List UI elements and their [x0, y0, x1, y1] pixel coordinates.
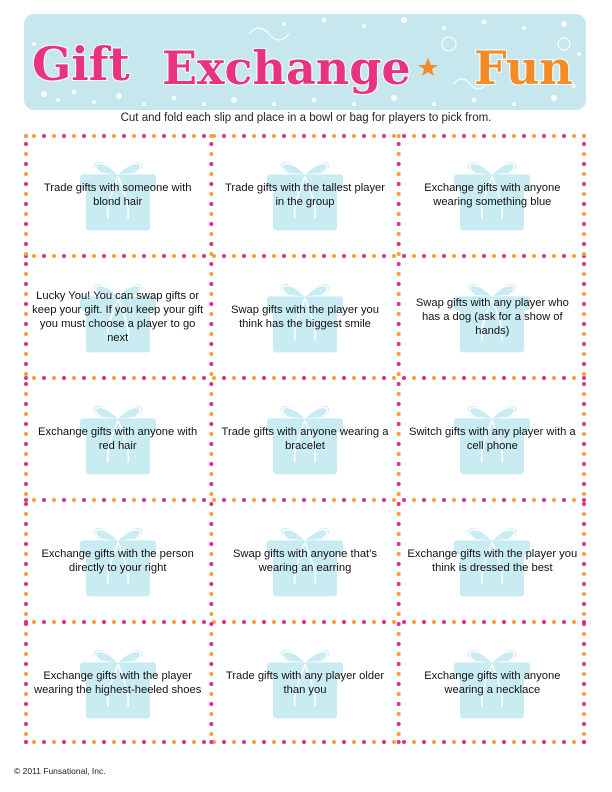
slip-text: Trade gifts with the tallest player in the group — [224, 182, 385, 208]
slip-text: Trade gifts with someone with blond hair — [43, 182, 192, 208]
slip-text: Swap gifts with any player who has a dog (ask for a show of hands) — [415, 297, 569, 337]
star-icon — [418, 58, 438, 76]
slip — [24, 500, 211, 622]
slip-text: Exchange gifts with anyone wearing a necklace — [424, 670, 561, 696]
page-title — [24, 14, 586, 110]
copyright: © 2011 Funsational, Inc. — [14, 766, 106, 776]
title-banner — [24, 14, 586, 110]
title-word-gift: Gift — [32, 37, 130, 91]
slip — [24, 256, 211, 378]
slip-text: Exchange gifts with the person directly to your right — [41, 548, 194, 574]
slip — [399, 378, 586, 500]
title-word-exchange: Exchange — [162, 41, 411, 95]
instructions: Cut and fold each slip and place in a bowl or bag for players to pick from. — [120, 112, 492, 124]
slip — [211, 256, 398, 378]
slip — [399, 500, 586, 622]
slip — [399, 622, 586, 744]
slip-text: Exchange gifts with the player wearing the highest-heeled shoes — [34, 670, 202, 696]
slip-text: Exchange gifts with anyone wearing something blue — [424, 182, 561, 208]
title-word-fun: Fun — [474, 41, 573, 95]
slip-text: Swap gifts with anyone that’s wearing an earring — [232, 548, 378, 574]
slip-grid — [24, 134, 586, 744]
slip-text: Lucky You! You can swap gifts or keep your gift. If you keep your gift you must choose a player to go next — [32, 290, 204, 344]
slip — [211, 622, 398, 744]
slip-text: Exchange gifts with the player you think is dressed the best — [407, 548, 578, 574]
slip — [24, 134, 211, 256]
slip — [399, 256, 586, 378]
slip-text: Swap gifts with the player you think has the biggest smile — [230, 304, 379, 330]
slip-text: Switch gifts with any player with a cell phone — [409, 426, 576, 452]
slip-text: Trade gifts with anyone wearing a bracelet — [221, 426, 389, 452]
slip — [24, 622, 211, 744]
slip — [211, 378, 398, 500]
slip — [399, 134, 586, 256]
slip — [211, 134, 398, 256]
slip — [24, 378, 211, 500]
slip — [211, 500, 398, 622]
slip-text: Exchange gifts with anyone with red hair — [38, 426, 198, 452]
slip-text: Trade gifts with any player older than you — [225, 670, 385, 696]
